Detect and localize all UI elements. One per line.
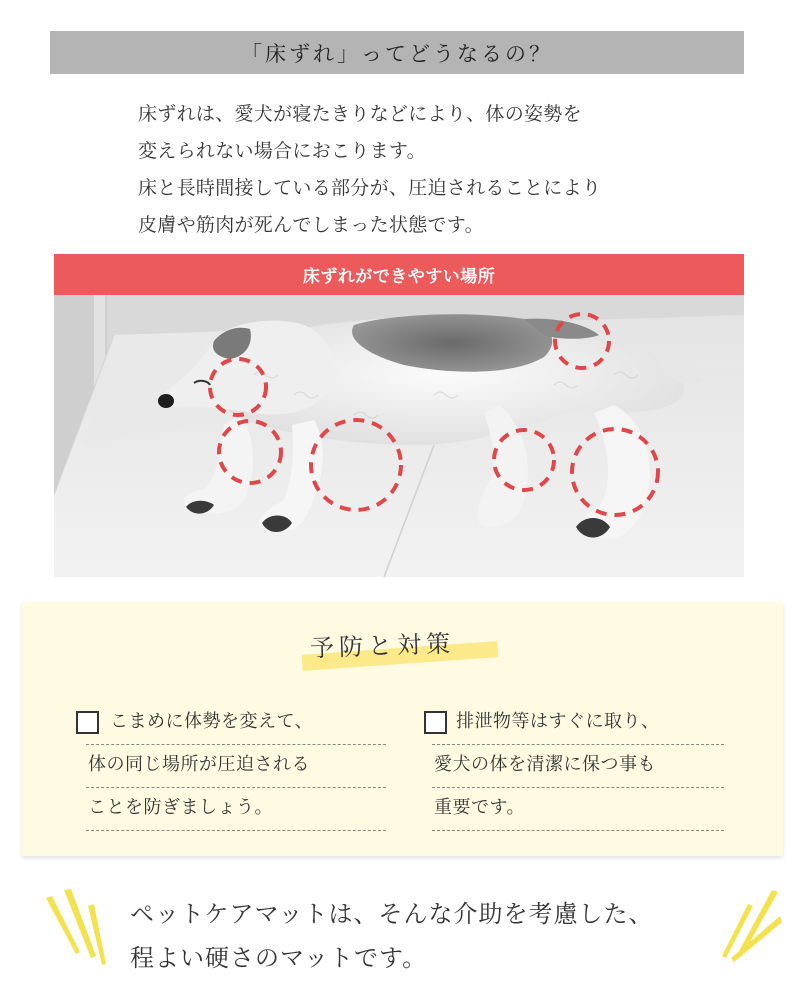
left-burst-icon [44, 886, 114, 976]
intro-line: 床ずれは、愛犬が寝たきりなどにより、体の姿勢を [138, 103, 582, 125]
prevention-title: 予防と対策 [309, 629, 456, 663]
item-line: 体の同じ場所が圧迫される [86, 745, 386, 788]
intro-line: 皮膚や筋肉が死んでしまった状態です。 [138, 214, 484, 236]
prevention-item-1 [76, 702, 386, 831]
dog-photo [54, 295, 744, 577]
prevention-panel [22, 602, 783, 856]
item-line: 愛犬の体を清潔に保つ事も [432, 745, 724, 788]
item-line [432, 702, 724, 745]
intro-text [138, 96, 738, 244]
heading: 「床ずれ」ってどうなるの？ [241, 41, 553, 66]
closing-line: 程よい硬さのマットです。 [130, 944, 428, 972]
intro-line: 変えられない場合におこります。 [138, 140, 426, 162]
dog-illustration [54, 295, 744, 577]
right-burst-icon [712, 886, 782, 976]
item-text: 排泄物等はすぐに取り、 [456, 711, 660, 732]
intro-line: 床と長時間接している部分が、圧迫されることにより [138, 177, 602, 199]
prevention-title-wrap [294, 622, 504, 672]
item-line [86, 702, 386, 745]
pressure-points-label: 床ずれができやすい場所 [302, 267, 496, 287]
prevention-item-2 [424, 702, 724, 831]
item-line: 重要です。 [432, 788, 724, 831]
heading-bar [50, 31, 744, 74]
pressure-points-band [54, 254, 744, 295]
item-line: ことを防ぎましょう。 [86, 788, 386, 831]
closing-line: ペットケアマットは、そんな介助を考慮した、 [130, 900, 654, 928]
item-text: こまめに体勢を変えて、 [110, 711, 314, 732]
closing-section [0, 880, 800, 990]
